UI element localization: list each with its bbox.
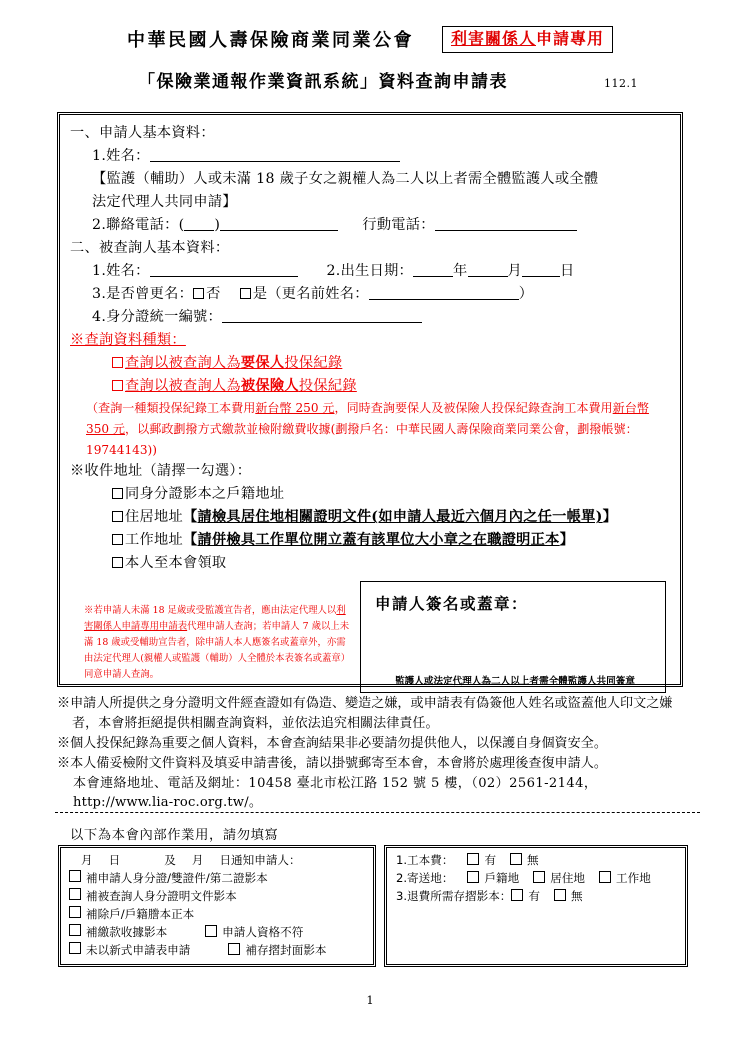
subject-birth-label: 2.出生日期：: [326, 263, 414, 279]
delivery-option-pickup: [70, 552, 670, 575]
checkbox-send-residence[interactable]: [533, 871, 545, 883]
query-type-option-insured: [70, 375, 670, 398]
form-main-frame: [57, 112, 683, 687]
notes-section: [57, 694, 697, 813]
applicant-name-label: 1.姓名：: [92, 148, 150, 164]
internal-right-row-0-opt-1: 無: [527, 853, 539, 867]
delivery-option-2-bracket-open: 【: [182, 532, 198, 549]
minor-note-part3: 代理申請人查詢；若申請人 7 歲以上未滿 18 歲或受輔助宣告者，除申請人本人應簽名或蓋章外，亦需由法定代理人(親權人或監護（輔助）人全體於本表簽名或蓋章）同意申請人查詢。: [84, 621, 351, 680]
internal-right-row-1: [396, 870, 679, 888]
internal-month-1: 月: [81, 853, 93, 867]
guardian-note-line1: 【監護（輔助）人或未滿 18 歲子女之親權人為二人以上者需全體監護人或全體: [92, 171, 599, 187]
name-changed-row: [70, 283, 670, 306]
guardian-note-line2: 法定代理人共同申請】: [92, 194, 237, 210]
checkbox-internal-1[interactable]: [69, 888, 81, 900]
delivery-option-1-bracket-open: 【: [182, 509, 198, 526]
year-unit: 年: [453, 263, 468, 279]
checkbox-internal-3[interactable]: [69, 924, 81, 936]
internal-col2-item-1-label: 補存摺封面影本: [245, 942, 327, 957]
checkbox-delivery-pickup[interactable]: [112, 557, 123, 568]
internal-notify-label: 日通知申請人：: [219, 853, 301, 867]
query-types-heading-text: ※查詢資料種類：: [70, 332, 186, 348]
name-changed-yes-label: 是: [252, 286, 268, 302]
applicant-mobile-input[interactable]: [435, 230, 577, 231]
signature-box-footer: 監護人或法定代理人為二人以上者需全體監護人共同簽章: [395, 676, 635, 688]
fee-note-part1: （查詢一種類投保紀錄工本費用: [86, 401, 256, 415]
internal-left-item-3-label: 補繳款收據影本: [86, 924, 168, 939]
subject-id-input[interactable]: [222, 322, 422, 323]
query-option1-pre: 查詢以被查詢人為: [125, 355, 241, 371]
internal-use-heading: 以下為本會內部作業用，請勿填寫: [70, 828, 279, 843]
section1-heading: 一、申請人基本資料：: [70, 125, 215, 141]
form-title-row: [0, 53, 740, 92]
internal-col2-wrap-1: [228, 942, 326, 960]
checkbox-delivery-residence[interactable]: [112, 511, 123, 522]
checkbox-fee-yes[interactable]: [467, 853, 479, 865]
internal-checklist-item-1: [69, 888, 367, 906]
subject-name-row: [70, 260, 670, 283]
internal-left-item-1-label: 補被查詢人身分證明文件影本: [86, 888, 237, 903]
checkbox-delivery-household[interactable]: [112, 488, 123, 499]
delivery-option-residence: [70, 506, 670, 529]
checkbox-send-household[interactable]: [467, 871, 479, 883]
subject-birth-month-input[interactable]: [468, 276, 508, 277]
subject-birth-day-input[interactable]: [522, 276, 560, 277]
delivery-option-2-requirement: 請併檢具工作單位開立蓋有該單位大小章之在職證明正本: [197, 532, 560, 549]
internal-right-row-1-opt-2: 工作地: [616, 870, 651, 885]
delivery-option-1-requirement: 請檢具居住地相關證明文件(如申請人最近六個月內之任一帳單): [197, 509, 603, 526]
minor-applicant-note: [70, 581, 352, 693]
fee-note: [70, 398, 662, 460]
checkbox-delivery-workplace[interactable]: [112, 534, 123, 545]
badge-underlined-text: 利害關係人: [450, 29, 536, 48]
internal-right-row-0-label: 1.工本費：: [396, 853, 454, 867]
applicant-name-input[interactable]: [150, 161, 400, 162]
applicant-tel-input[interactable]: [220, 230, 338, 231]
delivery-option-1-label: 住居地址: [125, 509, 183, 526]
page-title: 「保險業通報作業資訊系統」資料查詢申請表: [138, 71, 508, 92]
checkbox-refund-no[interactable]: [554, 889, 566, 901]
fee-note-amount-single: 新台幣 250 元: [255, 401, 335, 415]
note-item-1: ※個人投保紀錄為重要之個人資料，本會查詢結果非必要請勿提供他人，以保護自身個資安全。: [57, 735, 607, 751]
internal-right-row-1-opt-0: 戶籍地: [484, 870, 520, 885]
checkbox-query-insured[interactable]: [112, 380, 123, 391]
day-unit: 日: [560, 263, 575, 279]
signature-box[interactable]: [360, 581, 666, 693]
note-item-0: ※申請人所提供之身分證明文件經查證如有偽造、變造之嫌，或申請表有偽簽他人姓名或盜蓋他人印文之嫌者，本會將拒絕提供相關查詢資料，並依法追究相關法律責任。: [57, 696, 673, 731]
organization-title: 中華民國人壽保險商業同業公會: [126, 30, 414, 52]
internal-right-row-1-opt-1: 居住地: [550, 870, 586, 885]
month-unit: 月: [507, 263, 523, 279]
query-type-option-policyholder: [70, 352, 670, 375]
frame-bottom-area: [70, 581, 670, 693]
checkbox-internal-col2-0[interactable]: [205, 925, 217, 937]
internal-right-row-2-opt-1: 無: [571, 888, 583, 903]
previous-name-close: ）: [518, 286, 534, 302]
internal-left-item-2-label: 補除戶/戶籍謄本正本: [86, 906, 195, 921]
page-number: 1: [366, 993, 374, 1007]
internal-checklist-item-3: [69, 924, 367, 942]
checkbox-internal-0[interactable]: [69, 870, 81, 882]
contact-address-line: 本會連絡地址、電話及網址：10458 臺北市松江路 152 號 5 樓，（02）2561-2144，: [73, 775, 598, 791]
internal-right-row-0: [396, 852, 679, 870]
applicant-tel-label: 2.聯絡電話：(: [92, 217, 185, 233]
checkbox-internal-2[interactable]: [69, 906, 81, 918]
subject-birth-year-input[interactable]: [413, 276, 453, 277]
checkbox-query-policyholder[interactable]: [112, 357, 123, 368]
internal-right-box: [384, 845, 688, 967]
checkbox-fee-no[interactable]: [510, 853, 522, 865]
checkbox-send-workplace[interactable]: [599, 871, 611, 883]
delivery-option-1-bracket-close: 】: [602, 509, 618, 526]
previous-name-input[interactable]: [369, 299, 519, 300]
internal-checklist-item-4: [69, 942, 367, 960]
checkbox-name-changed-no[interactable]: [193, 288, 204, 299]
query-option2-pre: 查詢以被查詢人為: [125, 378, 241, 394]
delivery-heading: ※收件地址（請擇一勾選）：: [70, 463, 252, 480]
fee-note-part2: ，同時查詢要保人及被保險人投保紀錄查詢工本費用: [334, 401, 613, 415]
delivery-option-3-label: 本人至本會領取: [125, 555, 227, 572]
name-changed-no-label: 否: [206, 286, 221, 302]
section-divider: [55, 812, 700, 813]
delivery-option-workplace: [70, 529, 670, 552]
applicant-phone-row: [70, 214, 670, 237]
internal-right-row-0-opt-0: 有: [484, 853, 497, 867]
internal-col2-wrap-0: [205, 924, 303, 942]
note-item-2: ※本人備妥檢附文件資料及填妥申請書後，請以掛號郵寄至本會，本會將於處理後查復申請人。: [57, 755, 607, 771]
internal-left-item-4-label: 未以新式申請表申請: [86, 942, 191, 957]
signature-box-title: 申請人簽名或蓋章：: [375, 594, 529, 614]
query-option1-keyword: 要保人: [240, 355, 285, 371]
fee-note-part3: ，以郵政劃撥方式繳款並檢附繳費收據(劃撥戶名：中華民國人壽保險商業同業公會，劃撥帳號：19744143)): [86, 421, 638, 457]
previous-name-open: （更名前姓名：: [267, 286, 369, 302]
internal-right-row-1-label: 2.寄送地：: [396, 870, 454, 885]
minor-note-form-name: 利害關係人申請專用申請表: [84, 605, 346, 633]
status-badge: [442, 26, 613, 53]
internal-and: 及: [164, 853, 176, 867]
badge-plain-text: 申請專用: [536, 29, 605, 48]
internal-checklist-item-0: [69, 870, 367, 888]
internal-right-row-2-label: 3.退費所需存摺影本：: [396, 888, 512, 903]
subject-id-label: 4.身分證統一編號：: [92, 309, 223, 325]
internal-use-section: [58, 845, 688, 967]
document-header: [0, 0, 740, 53]
query-option2-keyword: 被保險人: [240, 378, 299, 394]
subject-id-row: [70, 306, 670, 329]
internal-col2-item-0-label: 申請人資格不符: [222, 924, 304, 939]
internal-right-row-2-opt-0: 有: [528, 888, 541, 903]
checkbox-refund-yes[interactable]: [511, 889, 523, 901]
section2-heading: 二、被查詢人基本資料：: [70, 240, 230, 256]
minor-note-part1: ※若申請人未滿 18 足歲或受監護宣告者，應由法定代理人以: [84, 605, 337, 617]
contact-url-line[interactable]: http://www.lia-roc.org.tw/。: [73, 795, 263, 811]
internal-checklist-item-2: [69, 906, 367, 924]
internal-day-1: 日: [108, 853, 121, 867]
checkbox-internal-col2-1[interactable]: [228, 943, 240, 955]
internal-left-box: [58, 845, 376, 967]
checkbox-name-changed-yes[interactable]: [240, 288, 251, 299]
query-option1-post: 投保紀錄: [284, 355, 343, 371]
delivery-option-0-label: 同身分證影本之戶籍地址: [125, 486, 285, 503]
query-types-heading: [70, 329, 670, 352]
applicant-tel-area-input[interactable]: [184, 230, 214, 231]
internal-notify-date-row: [69, 852, 367, 870]
name-changed-label: 3.是否曾更名：: [92, 286, 194, 302]
internal-left-item-0-label: 補申請人身分證/雙證件/第二證影本: [86, 870, 268, 885]
query-option2-post: 投保紀錄: [298, 378, 357, 394]
checkbox-internal-4[interactable]: [69, 942, 81, 954]
applicant-tel-paren-close: ): [214, 217, 221, 233]
internal-right-row-2: [396, 888, 679, 906]
delivery-option-2-bracket-close: 】: [559, 532, 575, 549]
internal-month-2: 月: [191, 853, 204, 867]
applicant-name-row: [70, 145, 670, 168]
fee-note-amount-both: 新台幣 350 元: [86, 401, 649, 436]
subject-name-label: 1.姓名：: [92, 263, 150, 279]
version-label: 112.1: [604, 76, 638, 90]
delivery-option-household: [70, 483, 670, 506]
delivery-option-2-label: 工作地址: [125, 532, 183, 549]
applicant-mobile-label: 行動電話：: [362, 217, 435, 233]
subject-name-input[interactable]: [150, 276, 298, 277]
